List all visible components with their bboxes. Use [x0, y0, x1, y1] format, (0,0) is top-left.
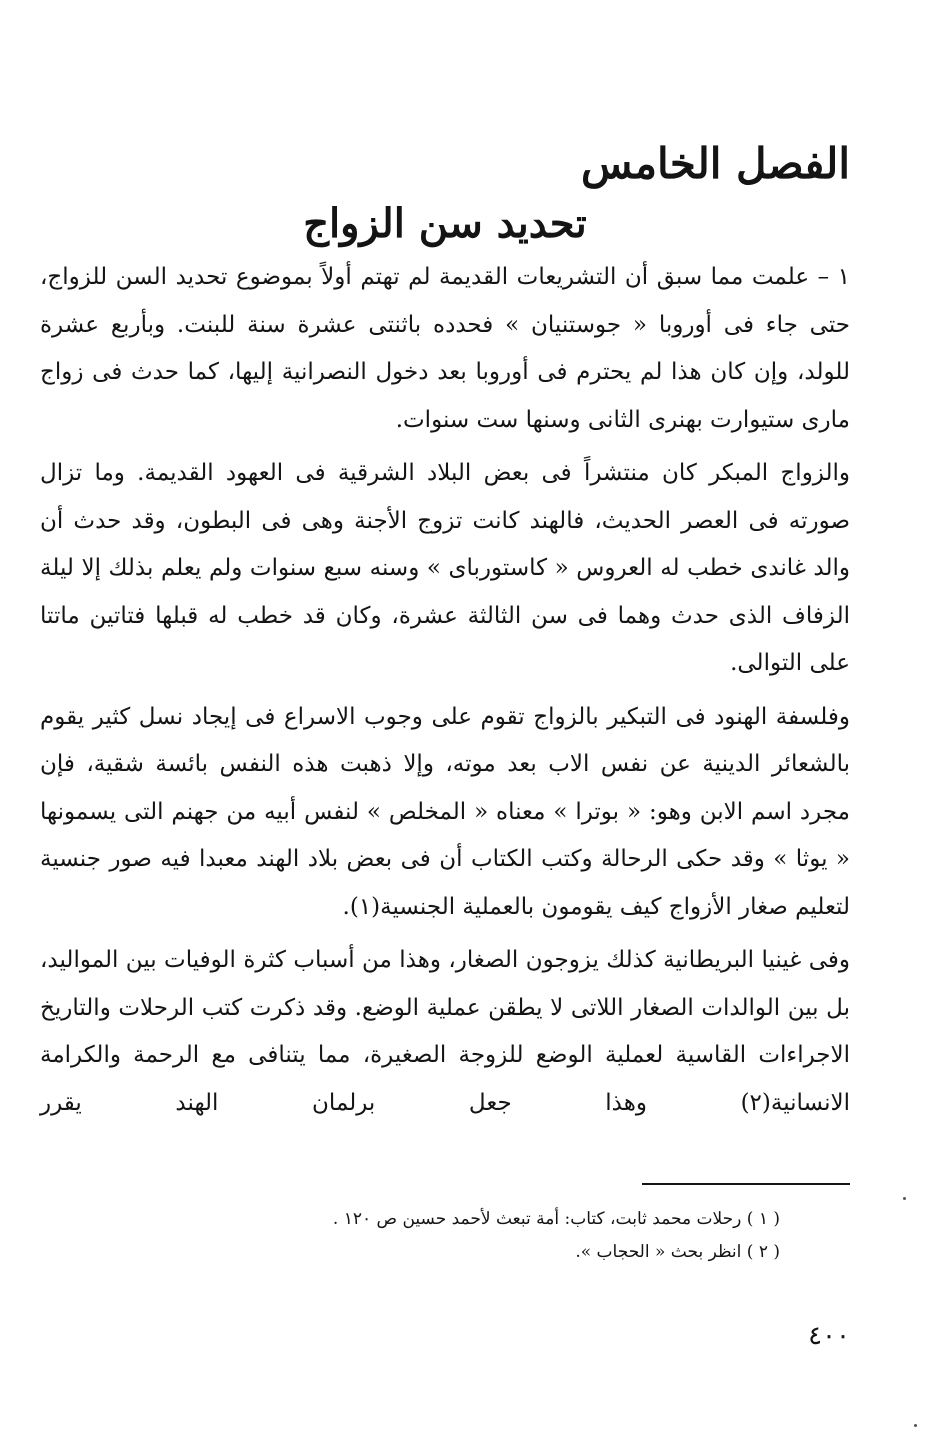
body-text	[40, 254, 850, 1133]
paragraph: والزواج المبكر كان منتشراً فى بعض البلاد الشرقية فى العهود القديمة. وما تزال صورته فى العصر الحديث، فالهند كانت تزوج الأجنة وهى فى البطون، وقد حدث أن والد غاندى خطب له العروس « كاستوربای » وسنه سبع سنوات ولم يعلم بذلك إلا ليلة الزفاف الذى حدث وهما فى سن الثالثة عشرة، وكان قد خطب له قبلها فتاتين ماتتا على التوالى.	[40, 460, 850, 676]
paragraph: ١ – علمت مما سبق أن التشريعات القديمة لم تهتم أولاً بموضوع تحديد السن للزواج، حتى جاء فى أوروبا « جوستنيان » فحدده باثنتى عشرة سنة للبنت. وبأربع عشرة للولد، وإن كان هذا لم يحترم فى أوروبا بعد دخول النصرانية إليها، كما حدث فى زواج مارى ستيوارت بهنرى الثانى وسنها ست سنوات.	[40, 264, 850, 433]
scan-speck	[914, 1424, 917, 1427]
paragraph: وفلسفة الهنود فى التبكير بالزواج تقوم على وجوب الاسراع فى إيجاد نسل كثير يقوم بالشعائر الدينية عن نفس الاب بعد موته، وإلا ذهبت هذه النفس بائسة شقية، فإن مجرد اسم الابن وهو: « بوترا » معناه « المخلص » لنفس أبيه من جهنم التى يسمونها « يوثا » وقد حكى الرحالة وكتب الكتاب أن فى بعض بلاد الهند معبدا فيه صور جنسية لتعليم صغار الأزواج كيف يقومون بالعملية الجنسية(١).	[40, 703, 850, 920]
footnotes	[40, 1203, 850, 1269]
footnote-divider	[642, 1183, 850, 1185]
page-number: ٤٠٠	[808, 1321, 850, 1351]
footnote: ( ٢ ) انظر بحث « الحجاب ».	[575, 1242, 780, 1262]
book-page	[40, 0, 850, 1440]
paragraph: وفى غينيا البريطانية كذلك يزوجون الصغار، وهذا من أسباب كثرة الوفيات بين المواليد، بل بين الوالدات الصغار اللاتى لا يطقن عملية الوضع. وقد ذكرت كتب الرحلات والتاريخ الاجراءات القاسية لعملية الوضع للزوجة الصغيرة، مما يتنافى مع الرحمة والكرامة الانسانية(٢) وهذا جعل برلمان الهند يقرر	[40, 947, 850, 1116]
chapter-title: تحديد سن الزواج	[303, 200, 587, 247]
chapter-label: الفصل الخامس	[581, 139, 850, 188]
footnote: ( ١ ) رحلات محمد ثابت، كتاب: أمة تبعث لأحمد حسين ص ١٢٠ .	[332, 1209, 780, 1229]
scan-speck	[903, 1197, 906, 1200]
